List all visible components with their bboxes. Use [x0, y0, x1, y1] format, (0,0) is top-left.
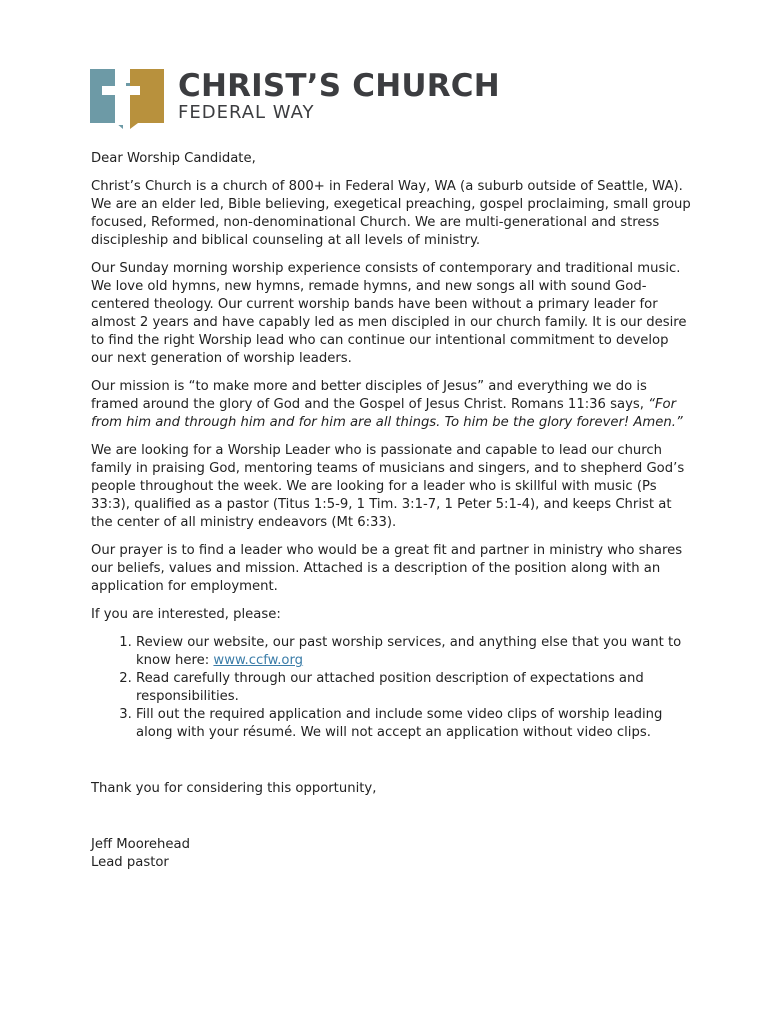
list-item-text: Review our website, our past worship services, and anything else that you want to know here: [136, 635, 682, 668]
paragraph-worship: Our Sunday morning worship experience consists of contemporary and traditional music. We love old hymns, new hymns, remade hymns, and new songs all with sound God-centered theology. Our current worship bands have been without a primary leader for almost 2 years and have capably led as men discipled in our church family. It is our desire to find the right Worship lead who can continue our intentional commitment to develop our next generation of worship leaders. [91, 261, 687, 366]
letter-body [91, 150, 691, 872]
list-item: 2. Read carefully through our attached position description of expectations and responsibilities. [136, 670, 691, 706]
logo-subtitle: FEDERAL WAY [178, 102, 315, 123]
cross-icon [90, 69, 164, 129]
list-item: 3. Fill out the required application and include some video clips of worship leading along with your résumé. We will not accept an application without video clips. [136, 706, 691, 742]
list-item [136, 634, 691, 670]
closing-line: Thank you for considering this opportunity, [91, 781, 377, 796]
paragraph-looking-for: We are looking for a Worship Leader who is passionate and capable to lead our church family in praising God, mentoring teams of musicians and singers, and to shepherd God’s people throughout the week. We are looking for a leader who is skillful with music (Ps 33:3), qualified as a pastor (Titus 1:5-9, 1 Tim. 3:1-7, 1 Peter 5:1-4), and keeps Christ at the center of all ministry endeavors (Mt 6:33). [91, 443, 685, 530]
signature-title: Lead pastor [91, 855, 169, 870]
paragraph-interested: If you are interested, please: [91, 607, 281, 622]
salutation: Dear Worship Candidate, [91, 151, 256, 166]
mission-text: Our mission is “to make more and better disciples of Jesus” and everything we do is framed around the glory of God and the Gospel of Jesus Christ. Romans 11:36 says, [91, 379, 649, 412]
signature-block [91, 836, 691, 872]
paragraph-prayer: Our prayer is to find a leader who would be a great fit and partner in ministry who shares our beliefs, values and mission. Attached is a description of the position along with an application for employment. [91, 543, 683, 594]
paragraph-intro: Christ’s Church is a church of 800+ in Federal Way, WA (a suburb outside of Seattle, WA). We are an elder led, Bible believing, exegetical preaching, gospel proclaiming, small group focused, Reformed, non-denominational Church. We are multi-generational and stress discipleship and biblical counseling at all levels of ministry. [91, 179, 691, 248]
scripture-quote: “For from him and through him and for him are all things. To him be the glory forever! Amen.” [91, 397, 683, 430]
paragraph-mission [91, 378, 691, 432]
website-link[interactable]: www.ccfw.org [213, 653, 304, 668]
church-logo [90, 69, 500, 129]
signature-name: Jeff Moorehead [91, 837, 190, 852]
logo-title: CHRIST’S CHURCH [178, 68, 500, 104]
steps-list [91, 634, 691, 742]
